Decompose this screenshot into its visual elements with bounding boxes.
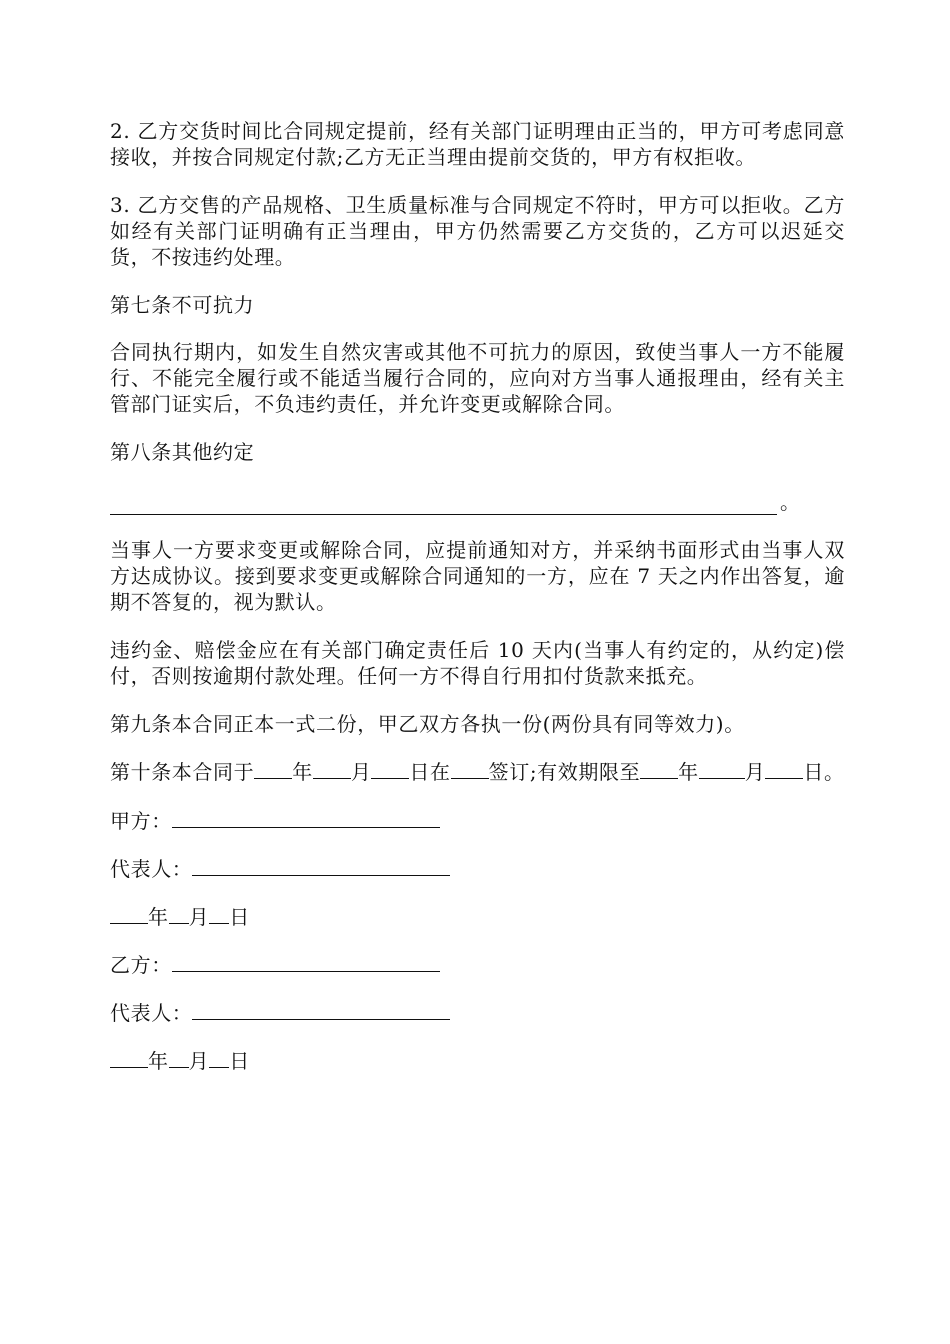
article-7-title: 第七条不可抗力 [110, 293, 255, 317]
rep-b-signature-line [192, 999, 450, 1020]
month2-blank [699, 758, 745, 779]
fill-in-line [110, 489, 777, 515]
date-b-day-blank [209, 1047, 229, 1068]
day2-label: 日。 [803, 760, 845, 784]
month2-label: 月 [744, 760, 766, 784]
penalty-clause: 违约金、赔偿金应在有关部门确定责任后 10 天内(当事人有约定的，从约定)偿付，否则按逾期付款处理。任何一方不得自行用扣付货款来抵充。 [110, 638, 845, 688]
date-b-day: 日 [229, 1049, 250, 1073]
party-b-line [110, 951, 845, 978]
clause-item-2: 2. 乙方交货时间比合同规定提前，经有关部门证明理由正当的，甲方可考虑同意接收，并按合同规定付款;乙方无正当理由提前交货的，甲方有权拒收。 [110, 119, 845, 169]
blank-period: 。 [780, 490, 800, 514]
day-at-label: 日在 [409, 760, 451, 784]
date-a-month: 月 [188, 905, 210, 929]
rep-a-line [110, 855, 845, 882]
year2-blank [640, 758, 678, 779]
change-notice-clause: 当事人一方要求变更或解除合同，应提前通知对方，并采纳书面形式由当事人双方达成协议。接到要求变更或解除合同通知的一方，应在 7 天之内作出答复，逾期不答复的，视为默认。 [110, 538, 845, 614]
rep-a-label: 代表人： [110, 857, 193, 881]
date-a-day: 日 [229, 905, 250, 929]
year-blank [254, 758, 292, 779]
date-a-day-blank [209, 903, 229, 924]
article-10 [110, 758, 845, 785]
year-label: 年 [292, 760, 313, 784]
rep-b-line [110, 999, 845, 1026]
rep-a-signature-line [192, 855, 450, 876]
month-label: 月 [350, 760, 372, 784]
party-a-signature-line [172, 807, 440, 828]
day2-blank [765, 758, 803, 779]
year2-label: 年 [678, 760, 699, 784]
date-b-month: 月 [188, 1049, 210, 1073]
date-a-month-blank [169, 903, 189, 924]
article-9: 第九条本合同正本一式二份，甲乙双方各执一份(两份具有同等效力)。 [110, 712, 745, 736]
signed-label: 签订;有效期限至 [488, 760, 641, 784]
date-b-year: 年 [148, 1049, 169, 1073]
party-a-label: 甲方： [110, 809, 172, 833]
article-10-prefix: 第十条本合同于 [110, 760, 255, 784]
article-7-body: 合同执行期内，如发生自然灾害或其他不可抗力的原因，致使当事人一方不能履行、不能完全履行或不能适当履行合同的，应向对方当事人通报理由，经有关主管部门证实后，不负违约责任，并允许变更或解除合同。 [110, 340, 845, 416]
article-8-title: 第八条其他约定 [110, 440, 255, 464]
date-a-year: 年 [148, 905, 169, 929]
date-b-year-blank [110, 1047, 148, 1068]
party-b-signature-line [172, 951, 440, 972]
rep-b-label: 代表人： [110, 1001, 193, 1025]
date-a-line [110, 903, 845, 930]
date-a-year-blank [110, 903, 148, 924]
date-b-line [110, 1047, 845, 1074]
day-blank [371, 758, 409, 779]
month-blank [313, 758, 351, 779]
party-b-label: 乙方： [110, 953, 172, 977]
date-b-month-blank [169, 1047, 189, 1068]
clause-item-3: 3. 乙方交售的产品规格、卫生质量标准与合同规定不符时，甲方可以拒收。乙方如经有关部门证明确有正当理由，甲方仍然需要乙方交货的，乙方可以迟延交货，不按违约处理。 [110, 193, 845, 269]
place-blank [451, 758, 489, 779]
contract-page [110, 118, 845, 1095]
party-a-line [110, 807, 845, 834]
article-8-blank [110, 489, 845, 515]
